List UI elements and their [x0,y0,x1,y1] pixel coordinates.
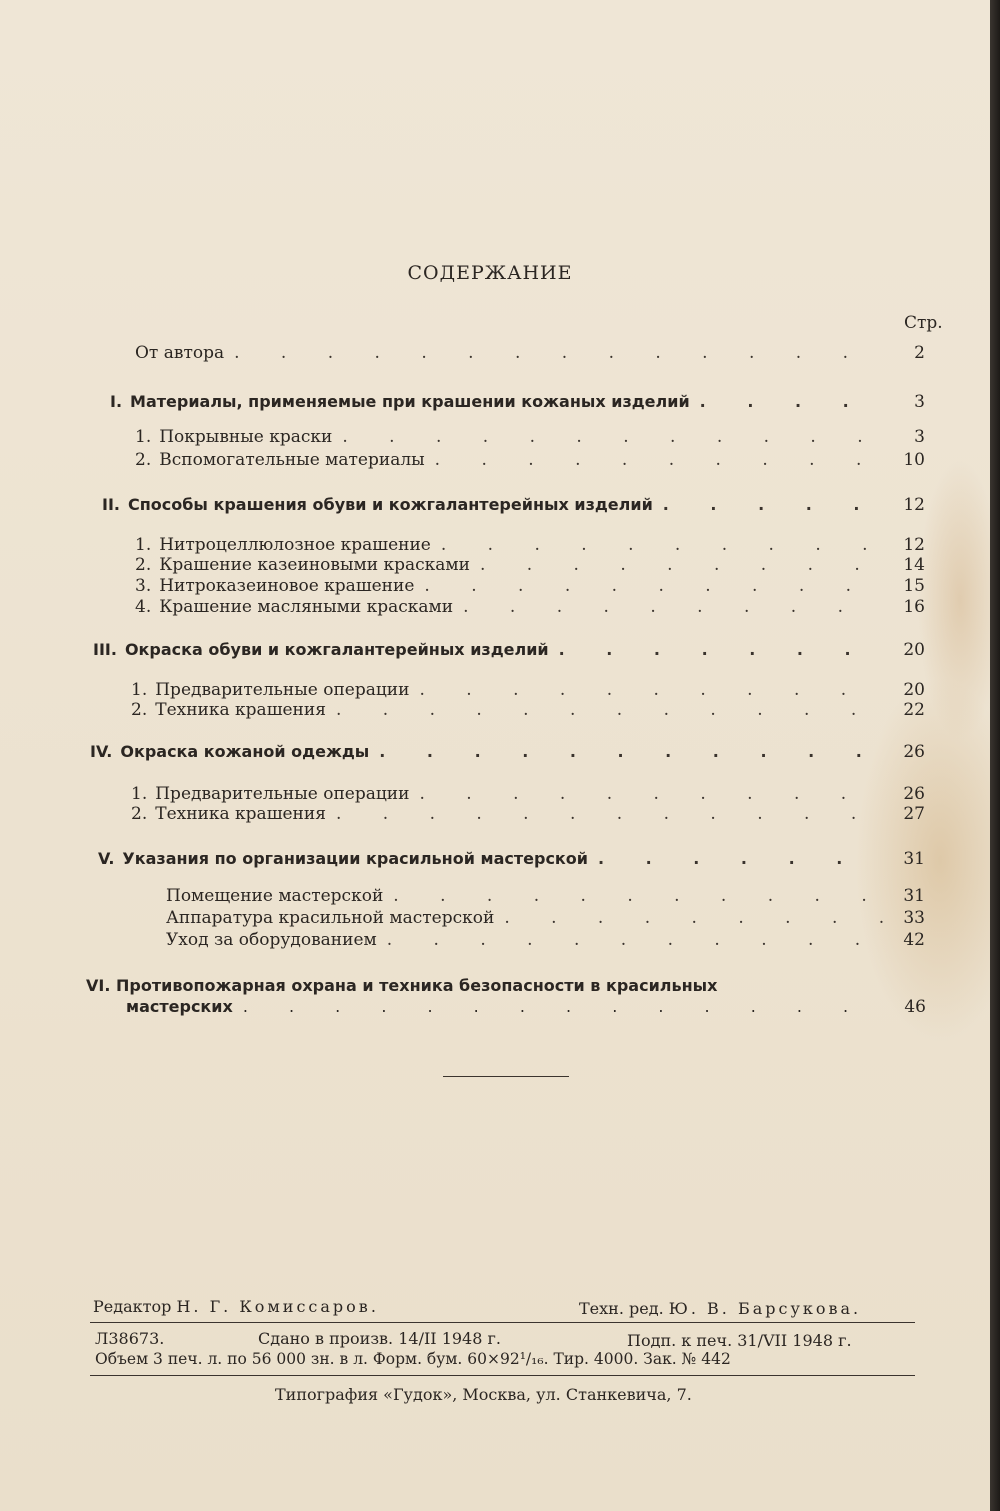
toc-chapter-4 [90,742,925,762]
section-number: 2. [135,450,152,470]
toc-section [135,535,925,555]
section-page: 15 [903,576,925,596]
chapter-title: Способы крашения обуви и кожгалантерейных изделий [127,495,653,514]
section-title: Техника крашения [155,804,326,824]
section-number: 2. [135,555,152,575]
section-title: Аппаратура красильной мастерской [166,908,495,928]
toc-section [131,700,925,720]
leader-dots [700,392,885,411]
toc-chapter-6 [86,976,926,1017]
toc-section [135,427,925,447]
toc-chapter-5 [98,849,925,869]
section-title: Крашение масляными красками [159,597,454,617]
leader-dots [336,700,885,720]
chapter-number: II. [102,495,120,514]
chapter-page: 31 [903,849,925,869]
chapter-title-line2 [86,997,926,1017]
section-page: 16 [903,597,925,617]
imprint-volume: Объем 3 печ. л. по 56 000 зн. в л. Форм. бум. 60×92¹/₁₆. Тир. 4000. Зак. № 442 [95,1350,731,1368]
book-spine [990,0,1000,1511]
imprint-rule [90,1375,915,1376]
toc-section [135,555,925,575]
editor-name: Н. Г. Комиссаров. [176,1297,379,1316]
imprint-editor [93,1297,379,1316]
tech-editor-label: Техн. ред. [579,1299,664,1318]
imprint-license: Л38673. [95,1329,165,1348]
chapter-title: Окраска обуви и кожгалантерейных изделий [124,640,549,659]
chapter-page: 20 [903,640,925,660]
section-title: Помещение мастерской [166,886,384,906]
chapter-number: III. [93,640,117,659]
toc-section [135,576,925,596]
chapter-number: I. [110,392,123,411]
leader-dots [559,640,885,659]
section-page: 14 [903,555,925,575]
section-title: Нитроцеллюлозное крашение [159,535,431,555]
section-title: Предварительные операции [155,680,410,700]
imprint-tech-editor [579,1299,861,1318]
leader-dots [504,908,885,928]
leader-dots [379,742,885,761]
chapter-title-continued: мастерских [126,997,233,1016]
chapter-title: Окраска кожаной одежды [120,742,370,761]
toc-section [131,680,925,700]
section-divider [443,1076,569,1077]
toc-entry-foreword [135,343,925,363]
section-page: 12 [903,535,925,555]
leader-dots [419,784,885,804]
toc-section [166,930,925,950]
chapter-page: 46 [904,997,926,1017]
toc-chapter-1 [110,392,925,412]
section-number: 1. [135,427,152,447]
toc-section [135,450,925,470]
leader-dots [393,886,885,906]
section-number: 4. [135,597,152,617]
leader-dots [435,450,885,470]
leader-dots [598,849,885,868]
section-page: 33 [903,908,925,928]
toc-section [166,908,925,928]
section-page: 20 [903,680,925,700]
toc-entry-page: 2 [914,343,925,363]
imprint-printer: Типография «Гудок», Москва, ул. Станкевича, 7. [275,1385,692,1404]
section-number: 3. [135,576,152,596]
leader-dots [463,597,885,617]
leader-dots [243,997,886,1016]
section-title: Покрывные краски [159,427,333,447]
page-column-label: Стр. [904,313,943,333]
chapter-title: Указания по организации красильной мастерской [122,849,588,868]
section-number: 1. [135,535,152,555]
tech-editor-name: Ю. В. Барсукова. [668,1299,862,1318]
chapter-number: VI. [86,976,111,995]
leader-dots [441,535,885,555]
chapter-number: IV. [90,742,113,761]
toc-section [166,886,925,906]
section-page: 31 [903,886,925,906]
section-title: Уход за оборудованием [166,930,377,950]
section-title: Техника крашения [155,700,326,720]
chapter-page: 26 [903,742,925,762]
section-number: 1. [131,784,148,804]
toc-chapter-2 [102,495,925,515]
imprint-signed: Подп. к печ. 31/VII 1948 г. [627,1331,852,1350]
chapter-page: 3 [914,392,925,412]
toc-entry-title: От автора [135,343,225,363]
section-number: 2. [131,700,148,720]
toc-section [135,597,925,617]
section-page: 10 [903,450,925,470]
leader-dots [342,427,885,447]
section-number: 1. [131,680,148,700]
leader-dots [387,930,885,950]
leader-dots [663,495,885,514]
leader-dots [424,576,885,596]
toc-heading: СОДЕРЖАНИЕ [407,262,573,284]
toc-chapter-3 [93,640,925,660]
imprint-rule [90,1322,915,1323]
chapter-title: Материалы, применяемые при крашении кожаных изделий [130,392,690,411]
leader-dots [480,555,885,575]
chapter-page: 12 [903,495,925,515]
section-page: 27 [903,804,925,824]
chapter-title: Противопожарная охрана и техника безопасности в красильных [116,976,718,995]
leader-dots [419,680,885,700]
section-title: Крашение казеиновыми красками [159,555,470,575]
section-title: Нитроказеиновое крашение [159,576,415,596]
editor-label: Редактор [93,1297,172,1316]
section-page: 22 [903,700,925,720]
leader-dots [234,343,885,363]
toc-section [131,804,925,824]
imprint-submitted: Сдано в произв. 14/II 1948 г. [258,1329,501,1348]
section-title: Вспомогательные материалы [159,450,425,470]
leader-dots [336,804,885,824]
toc-section [131,784,925,804]
section-page: 42 [903,930,925,950]
section-page: 3 [914,427,925,447]
chapter-number: V. [98,849,115,868]
section-title: Предварительные операции [155,784,410,804]
chapter-title-line1 [86,976,926,995]
section-page: 26 [903,784,925,804]
section-number: 2. [131,804,148,824]
